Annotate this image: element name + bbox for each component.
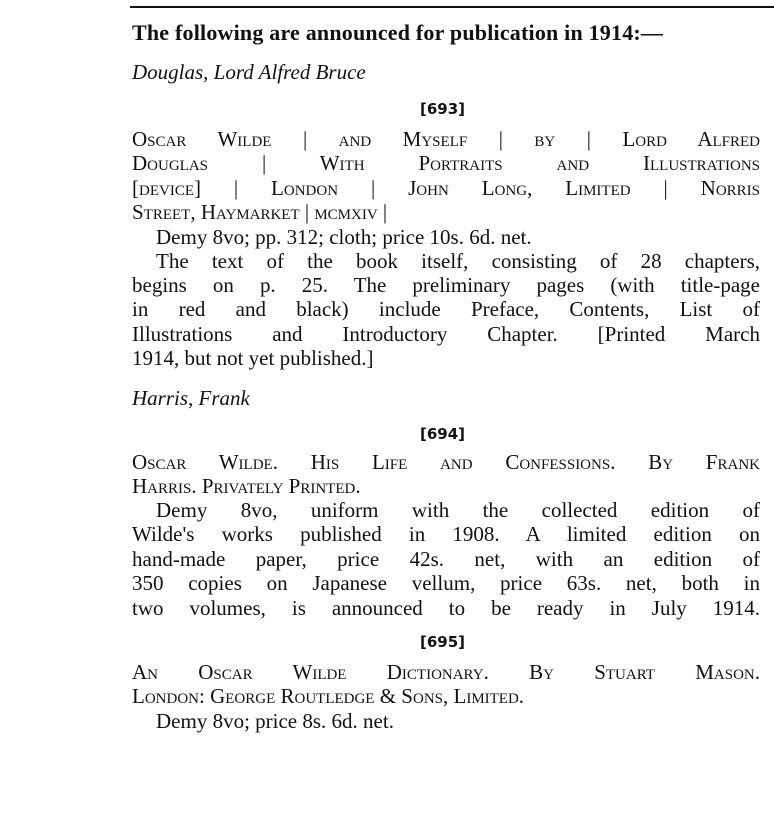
entry-number: [694] (420, 425, 466, 443)
page-heading: The following are announced for publication in 1914:— (132, 20, 664, 45)
description-line: The text of the book itself, consisting of 28 chapters, (156, 249, 760, 273)
description-line: in red and black) include Preface, Contents, List of (132, 297, 760, 321)
title-line: [device] | London | John Long, Limited | Norris (132, 176, 760, 200)
title-line: Douglas | With Portraits and Illustrations (132, 151, 760, 175)
title-line: Harris. Privately Printed. (132, 474, 361, 498)
entry-author: Douglas, Lord Alfred Bruce (132, 60, 366, 84)
description-line: Demy 8vo; pp. 312; cloth; price 10s. 6d. net. (156, 225, 532, 249)
entry-author: Harris, Frank (132, 386, 250, 410)
entry-number: [695] (420, 633, 466, 651)
title-line: Oscar Wilde | and Myself | by | Lord Alfred (132, 127, 760, 151)
title-line: London: George Routledge & Sons, Limited. (132, 684, 525, 708)
title-line: Oscar Wilde. His Life and Confessions. By Frank (132, 450, 760, 474)
description-line: 350 copies on Japanese vellum, price 63s. net, both in (132, 571, 760, 595)
description-line: begins on p. 25. The preliminary pages (with title-page (132, 273, 760, 297)
title-line: Street, Haymarket | mcmxiv | (132, 200, 388, 224)
description-line: hand-made paper, price 42s. net, with an edition of (132, 547, 760, 571)
top-rule (130, 6, 774, 8)
description-line: Wilde's works published in 1908. A limited edition on (132, 522, 760, 546)
description-line: Demy 8vo; price 8s. 6d. net. (156, 709, 394, 733)
entry-number: [693] (420, 100, 466, 118)
title-line: An Oscar Wilde Dictionary. By Stuart Mason. (132, 660, 760, 684)
description-line: two volumes, is announced to be ready in July 1914. (132, 596, 760, 620)
description-line: Demy 8vo, uniform with the collected edition of (156, 498, 760, 522)
description-line: Illustrations and Introductory Chapter. [Printed March (132, 322, 760, 346)
description-line: 1914, but not yet published.] (132, 346, 374, 370)
